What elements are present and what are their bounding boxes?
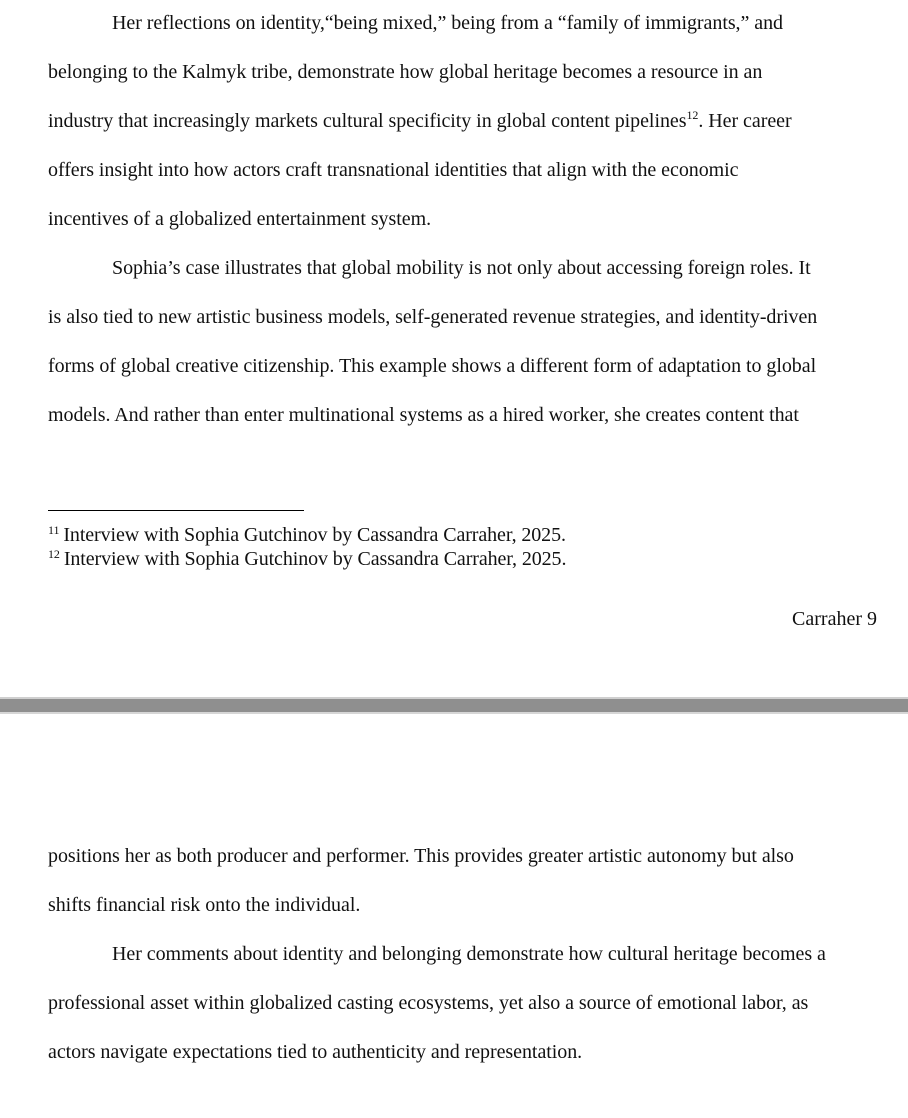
- body-text-line: forms of global creative citizenship. This example shows a different form of adaptation to global: [48, 355, 817, 377]
- page-number: Carraher 9: [792, 608, 877, 630]
- body-text-line: models. And rather than enter multinational systems as a hired worker, she creates content that: [48, 404, 799, 426]
- footnote-number: 11: [48, 523, 60, 537]
- body-text-line: belonging to the Kalmyk tribe, demonstrate how global heritage becomes a resource in an: [48, 61, 763, 83]
- body-text-line: incentives of a globalized entertainment system.: [48, 208, 432, 230]
- footnote-text: Interview with Sophia Gutchinov by Cassandra Carraher, 2025.: [63, 548, 567, 570]
- body-text-line: positions her as both producer and performer. This provides greater artistic autonomy but also: [48, 845, 794, 867]
- body-text-segment: industry that increasingly markets cultural specificity in global content pipelines: [48, 110, 687, 132]
- body-text-line: Her reflections on identity,“being mixed,” being from a “family of immigrants,” and: [112, 12, 784, 34]
- footnote-number: 12: [48, 547, 60, 561]
- body-text-line: offers insight into how actors craft transnational identities that align with the economic: [48, 159, 739, 181]
- body-text-line: shifts financial risk onto the individual.: [48, 894, 361, 916]
- body-text-line: Her comments about identity and belonging demonstrate how cultural heritage becomes a: [112, 943, 826, 965]
- body-text-line: actors navigate expectations tied to authenticity and representation.: [48, 1041, 583, 1063]
- body-text-line: Sophia’s case illustrates that global mobility is not only about accessing foreign roles. It: [112, 257, 811, 279]
- footnote-11: [48, 524, 566, 546]
- body-text-line: is also tied to new artistic business models, self-generated revenue strategies, and identity-driven: [48, 306, 818, 328]
- body-text-line: professional asset within globalized casting ecosystems, yet also a source of emotional labor, as: [48, 992, 809, 1014]
- footnote-separator: [48, 510, 304, 511]
- page-break-separator: [0, 697, 908, 714]
- body-text-segment: . Her career: [698, 110, 792, 132]
- document-page-10: [0, 714, 908, 1118]
- body-text-line: [48, 109, 792, 133]
- footnote-text: Interview with Sophia Gutchinov by Cassandra Carraher, 2025.: [63, 524, 566, 546]
- footnote-reference: 12: [686, 108, 699, 122]
- footnote-12: [48, 548, 566, 570]
